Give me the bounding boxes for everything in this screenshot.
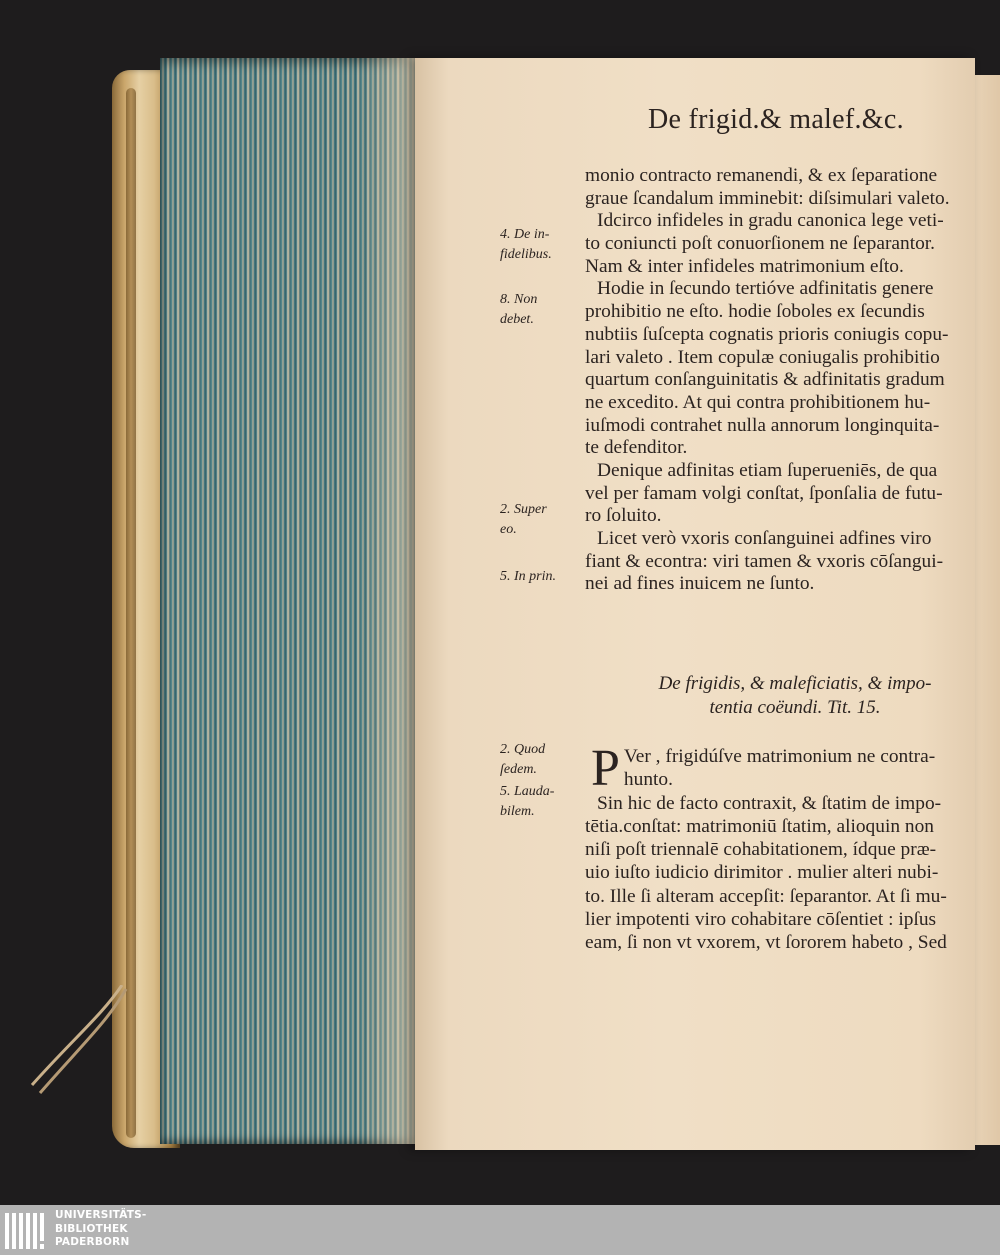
margin-note-line: 4. De in- [500, 227, 550, 242]
library-name-line: UNIVERSITÄTS- [55, 1209, 147, 1221]
text-line: Licet verò vxoris conſanguinei adfines viro [597, 528, 932, 549]
library-name-line: PADERBORN [55, 1236, 130, 1248]
text-line: iuſmodi contrahet nulla annorum longinquita- [585, 414, 940, 436]
text-line: nubtiis ſuſcepta cognatis prioris coniugis copu- [585, 323, 949, 345]
bookmark-string-icon [22, 985, 132, 1095]
margin-note-line: 5. In prin. [500, 569, 556, 584]
margin-note [500, 225, 582, 265]
text-line: ro ſoluito. [585, 505, 662, 527]
drop-cap: P [591, 745, 620, 797]
margin-note-line: fidelibus. [500, 247, 552, 262]
margin-note [500, 740, 582, 780]
margin-note-line: bilem. [500, 804, 535, 819]
text-line: lier impotenti viro cohabitare cōſentiet : ipſus [585, 909, 937, 931]
section-title-line: De frigidis, & maleficiatis, & impo- [658, 673, 932, 694]
text-line: hunto. [623, 769, 673, 791]
margin-note-line: 2. Quod [500, 742, 546, 757]
library-name-line: BIBLIOTHEK [55, 1222, 128, 1235]
margin-note-line: 2. Super [500, 502, 547, 517]
text-line: prohibitio ne eſto. hodie ſoboles ex ſecundis [585, 301, 925, 323]
margin-note [500, 782, 582, 822]
section-title [585, 672, 955, 720]
margin-note [500, 290, 582, 330]
text-line: to. Ille ſi alteram accepſit: ſeparantor. At ſi mu- [585, 885, 947, 907]
margin-note [500, 567, 582, 587]
text-line: Sin hic de facto contraxit, & ſtatim de impo- [597, 792, 942, 814]
library-name [55, 1209, 146, 1250]
section-text [585, 745, 960, 955]
margin-note-line: 5. Lauda- [500, 784, 555, 799]
margin-note-line: 8. Non [500, 292, 538, 307]
text-line: Ver , frigidúſve matrimonium ne contra- [623, 746, 936, 767]
text-line: tētia.conſtat: matrimoniū ſtatim, alioquin non [585, 815, 934, 837]
margin-note-line: eo. [500, 522, 517, 537]
library-logo-icon [4, 1211, 48, 1251]
text-line: Nam & inter infideles matrimonium eſto. [585, 255, 904, 277]
text-line: te defenditor. [585, 437, 688, 459]
text-line: uio iuſto iudicio dirimitor . mulier alteri nubi- [585, 862, 939, 884]
text-line: quartum conſanguinitatis & adfinitatis gradum [585, 369, 945, 391]
text-line: Idcirco infideles in gradu canonica lege veti- [597, 210, 944, 232]
margin-note [500, 500, 582, 540]
text-line: monio contracto remanendi, & ex ſeparatione [585, 165, 938, 186]
text-line: fiant & econtra: viri tamen & vxoris cōſangui- [585, 550, 944, 572]
running-header: De frigid.& malef.&c. [648, 104, 904, 135]
text-line: niſi poſt triennalē cohabitationem, ídque præ- [585, 839, 937, 861]
text-line: vel per famam volgi conſtat, ſponſalia de futu- [585, 482, 943, 504]
footer-bar [0, 1205, 1000, 1255]
margin-note-line: debet. [500, 312, 534, 327]
text-line: nei ad fines inuicem ne ſunto. [585, 573, 815, 595]
text-line: to coniuncti poſt conuorſionem ne ſeparantor. [585, 233, 936, 255]
text-line: graue ſcandalum imminebit: diſsimulari valeto. [585, 187, 950, 209]
binding-fold [126, 88, 136, 1138]
section-title-line: tentia coëundi. Tit. 15. [709, 697, 881, 718]
text-line: eam, ſi non vt vxorem, vt ſororem habeto , Sed [585, 932, 947, 954]
text-line: Hodie in ſecundo tertióve adfinitatis genere [597, 278, 934, 300]
text-line: lari valeto . Item copulæ coniugalis prohibitio [585, 346, 940, 368]
text-line: ne excedito. At qui contra prohibitionem hu- [585, 391, 931, 413]
margin-note-line: ſedem. [500, 762, 537, 777]
text-line: Denique adfinitas etiam ſuperueniēs, de qua [597, 459, 938, 481]
body-text [585, 165, 955, 596]
